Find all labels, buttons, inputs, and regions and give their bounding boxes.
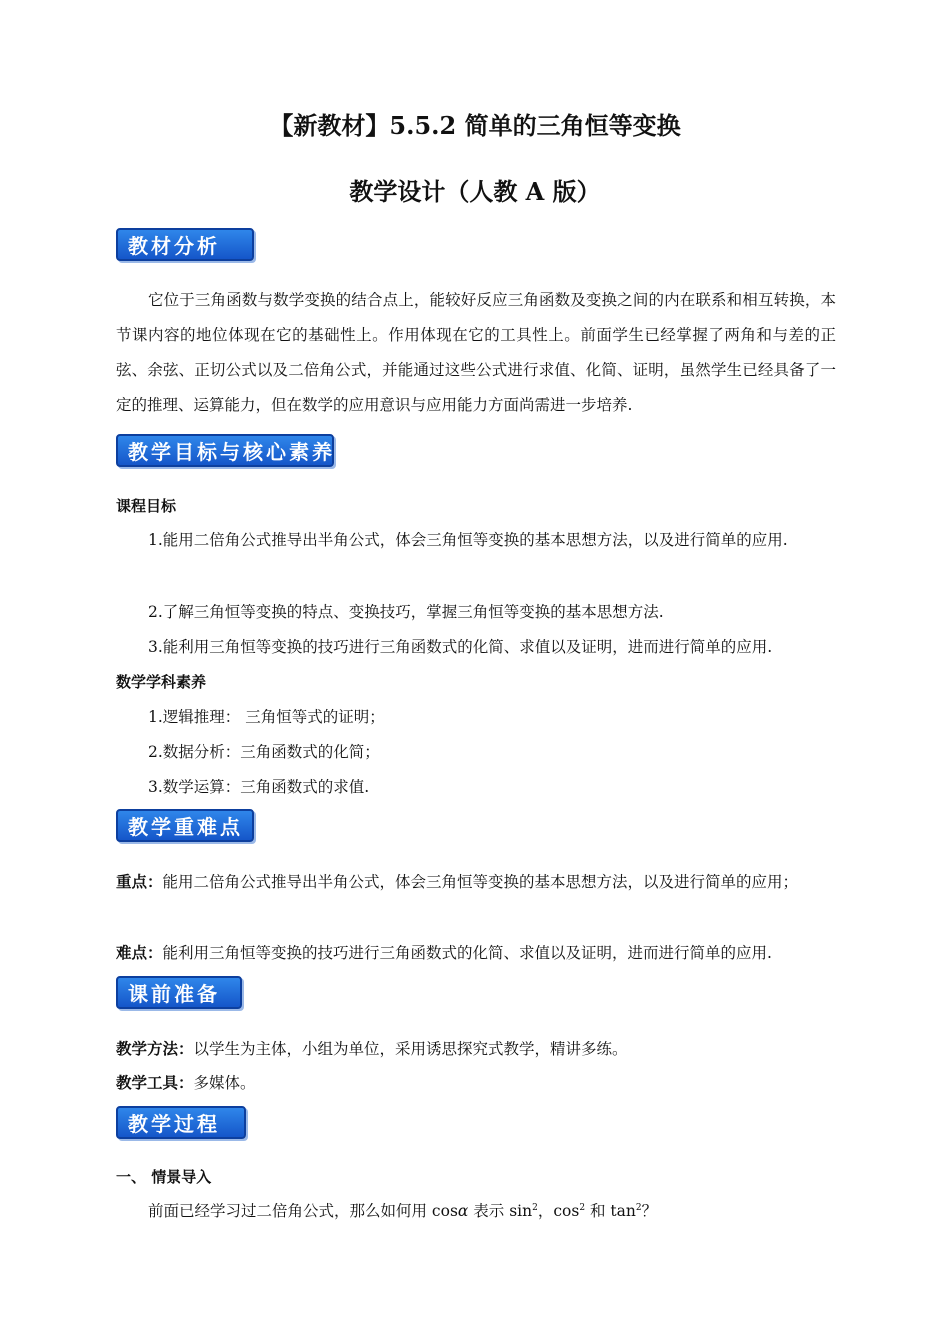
teaching-method-text: 以学生为主体，小组为单位，采用诱思探究式教学，精讲多练。	[193, 1040, 628, 1058]
key-point-text: 能用二倍角公式推导出半角公式，体会三角恒等变换的基本思想方法，以及进行简单的应用；	[162, 873, 799, 891]
exponent: 2	[635, 1203, 642, 1213]
teaching-method-label: 教学方法：	[116, 1039, 194, 1058]
literacy-heading: 数学学科素养	[116, 673, 207, 691]
document-title: 【新教材】5.5.2 简单的三角恒等变换	[269, 111, 681, 140]
literacy-item: 2.数据分析：三角函数式的化简；	[148, 743, 380, 761]
teaching-tool-text: 多媒体。	[193, 1074, 256, 1092]
difficulty-line	[116, 941, 772, 963]
intro-question	[148, 1199, 657, 1221]
step1-heading: 一、 情景导入	[116, 1168, 212, 1186]
teaching-method-line	[116, 1037, 628, 1059]
intro-text-d: 和 tan	[585, 1202, 636, 1220]
section-badge-key-points: 教学重难点	[116, 809, 254, 842]
exponent: 2	[579, 1203, 586, 1213]
exponent: 2	[532, 1203, 538, 1213]
teaching-tool-line	[116, 1071, 256, 1093]
teaching-tool-label: 教学工具：	[116, 1073, 194, 1092]
intro-text-c: ，cos	[537, 1202, 580, 1220]
difficulty-text: 能利用三角恒等变换的技巧进行三角函数式的化简、求值以及证明，进而进行简单的应用.	[162, 944, 772, 962]
analysis-paragraph: 它位于三角函数与数学变换的结合点上，能较好反应三角函数及变换之间的内在联系和相互转换，本节课内容的地位体现在它的基础性上。作用体现在它的工具性上。前面学生已经掌握了两角和与差的正弦、余弦、正切公式以及二倍角公式，并能通过这些公式进行求值、化简、证明，虽然学生已经具备了一定的推理、运算能力，但在数学的应用意识与应用能力方面尚需进一步培养.	[116, 291, 836, 414]
section-badge-goals: 教学目标与核心素养	[116, 434, 334, 467]
literacy-item: 1.逻辑推理： 三角恒等式的证明；	[148, 708, 385, 726]
section-badge-preparation: 课前准备	[116, 976, 242, 1009]
section-badge-process: 教学过程	[116, 1106, 246, 1139]
document-subtitle: 教学设计（人教 A 版）	[349, 177, 601, 206]
section-badge-analysis: 教材分析	[116, 228, 254, 261]
course-goal-item: 2.了解三角恒等变换的特点、变换技巧，掌握三角恒等变换的基本思想方法.	[148, 603, 664, 621]
intro-text-b: 表示 sin	[468, 1202, 533, 1220]
intro-text-e: ？	[641, 1202, 658, 1220]
key-point-line	[116, 870, 798, 892]
intro-text-a: 前面已经学习过二倍角公式，那么如何用 cos	[148, 1202, 458, 1220]
difficulty-label: 难点：	[116, 943, 163, 962]
course-goal-item: 3.能利用三角恒等变换的技巧进行三角函数式的化简、求值以及证明，进而进行简单的应用.	[148, 638, 773, 656]
alpha-symbol: α	[457, 1202, 469, 1220]
course-goal-item: 1.能用二倍角公式推导出半角公式，体会三角恒等变换的基本思想方法，以及进行简单的应用.	[148, 531, 788, 549]
literacy-item: 3.数学运算：三角函数式的求值.	[148, 778, 370, 796]
course-goals-heading: 课程目标	[116, 497, 177, 515]
key-point-label: 重点：	[116, 872, 163, 891]
